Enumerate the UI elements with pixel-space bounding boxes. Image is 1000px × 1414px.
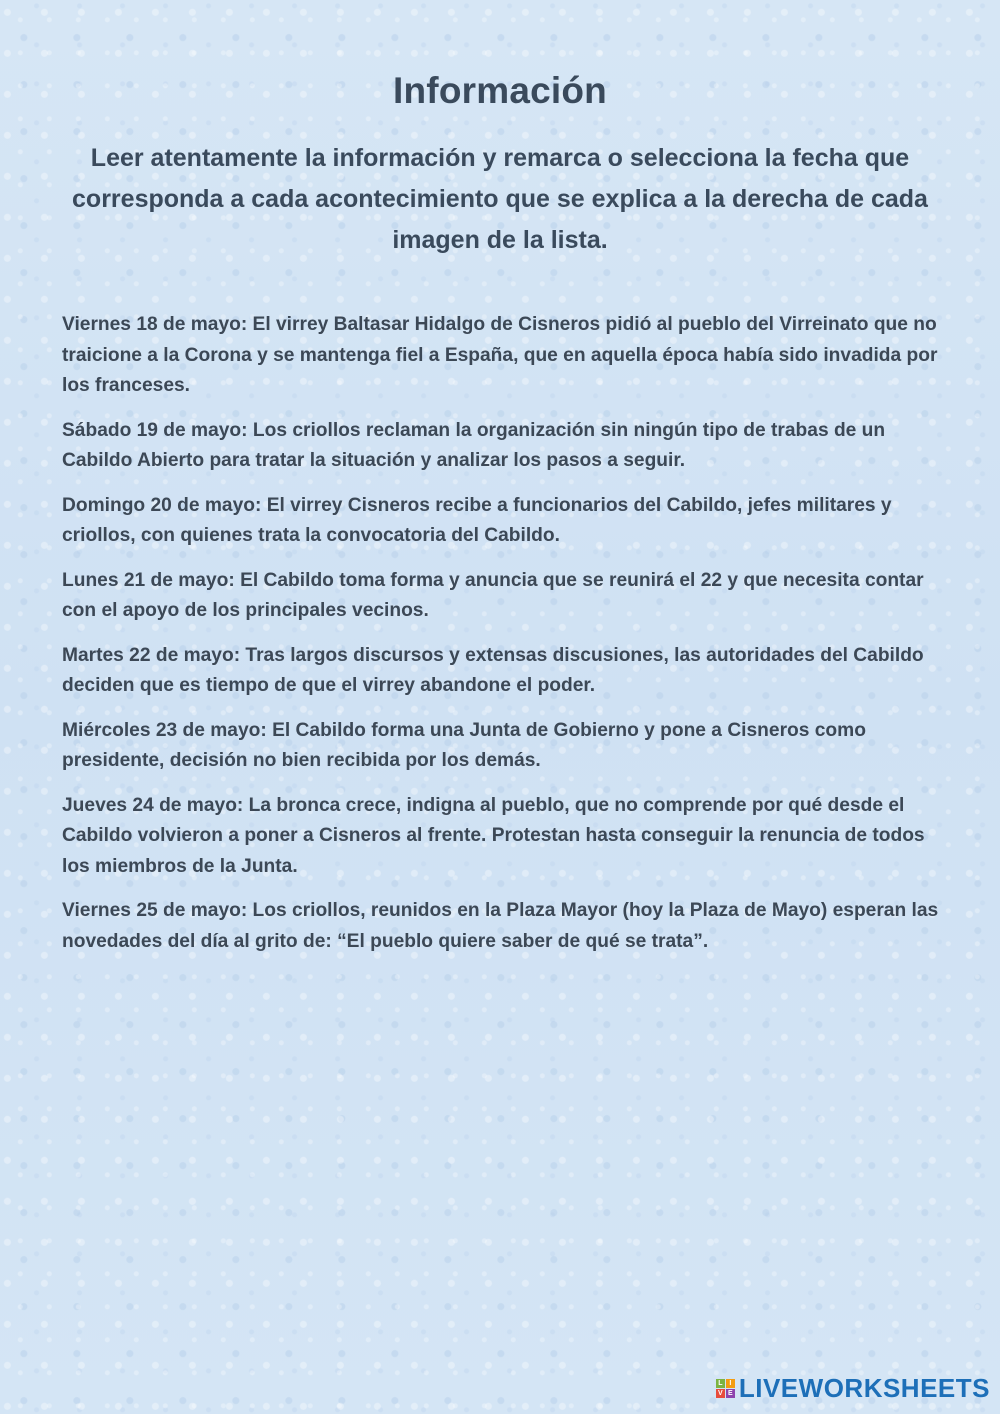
liveworksheets-logo-text: LIVEWORKSHEETS — [738, 1373, 990, 1403]
logo-mark-cell: I — [726, 1379, 735, 1388]
logo-mark-cell: L — [716, 1379, 725, 1388]
event-item: Martes 22 de mayo: Tras largos discursos y extensas discusiones, las autoridades del Cabildo deciden que es tiempo de que el virrey abandone el poder. — [62, 644, 924, 696]
events-list — [62, 310, 942, 971]
event-item: Viernes 25 de mayo: Los criollos, reunidos en la Plaza Mayor (hoy la Plaza de Mayo) esperan las novedades del día al grito de: “El pueblo quiere saber de qué se trata”. — [62, 900, 939, 952]
logo-mark-cell: E — [726, 1389, 735, 1398]
event-item: Lunes 21 de mayo: El Cabildo toma forma y anuncia que se reunirá el 22 y que necesita contar con el apoyo de los principales vecinos. — [62, 569, 924, 621]
event-item: Miércoles 23 de mayo: El Cabildo forma una Junta de Gobierno y pone a Cisneros como presidente, decisión no bien recibida por los demás. — [62, 719, 866, 771]
event-item: Viernes 18 de mayo: El virrey Baltasar Hidalgo de Cisneros pidió al pueblo del Virreinato que no traicione a la Corona y se mantenga fiel a España, que en aquella época había sido invadida por los franceses. — [62, 314, 938, 396]
logo-mark-cell: V — [716, 1389, 725, 1398]
event-item: Domingo 20 de mayo: El virrey Cisneros recibe a funcionarios del Cabildo, jefes militares y criollos, con quienes trata la convocatoria del Cabildo. — [62, 494, 892, 546]
instructions: Leer atentamente la información y remarca o selecciona la fecha que corresponda a cada acontecimiento que se explica a la derecha de cada imagen de la lista. — [72, 144, 928, 254]
liveworksheets-logo[interactable] — [716, 1373, 990, 1404]
liveworksheets-logo-icon — [716, 1379, 735, 1398]
event-item: Jueves 24 de mayo: La bronca crece, indigna al pueblo, que no comprende por qué desde el Cabildo volvieron a poner a Cisneros al frente. Protestan hasta conseguir la renuncia de todos los miembros de la Junta. — [62, 794, 925, 877]
page-title: Información — [393, 70, 607, 111]
event-item: Sábado 19 de mayo: Los criollos reclaman la organización sin ningún tipo de trabas de un Cabildo Abierto para tratar la situación y analizar los pasos a seguir. — [62, 419, 886, 471]
